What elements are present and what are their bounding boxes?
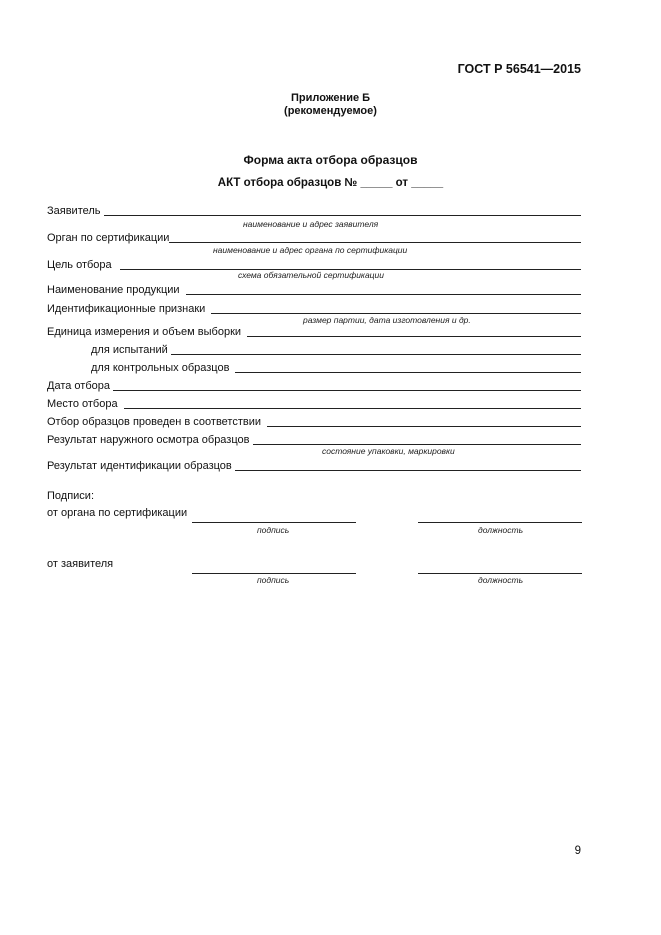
field-hint: наименование и адрес органа по сертификации [213, 245, 408, 255]
position-hint: должность [478, 575, 524, 585]
field-sampling-place [47, 397, 581, 411]
fill-line[interactable] [169, 232, 581, 243]
field-visual-inspection [47, 433, 581, 447]
field-label: Цель отбора [47, 259, 112, 271]
field-label: Результат наружного осмотра образцов [47, 434, 250, 446]
signature-line[interactable] [192, 573, 356, 574]
field-label: Единица измерения и объем выборки [47, 326, 242, 338]
field-hint: размер партии, дата изготовления и др. [303, 315, 471, 325]
field-identification-result [47, 459, 581, 473]
fill-line[interactable] [211, 303, 581, 314]
field-label: Наименование продукции [47, 284, 180, 296]
field-label: Идентификационные признаки [47, 303, 206, 315]
signature-hint: подпись [257, 575, 290, 585]
fill-line[interactable] [171, 344, 581, 355]
field-id-features [47, 302, 581, 316]
fill-line[interactable] [104, 205, 581, 216]
field-cert-body [47, 231, 581, 245]
appendix-title: Приложение Б [290, 92, 371, 104]
field-sampling-date [47, 379, 581, 393]
field-label: Орган по сертификации [47, 232, 170, 244]
field-sampling-compliance [47, 415, 581, 429]
signatures-heading: Подписи: [47, 490, 95, 502]
field-label: Дата отбора [47, 380, 110, 392]
fill-line[interactable] [267, 416, 581, 427]
position-hint: должность [478, 525, 524, 535]
appendix-subtitle: (рекомендуемое) [284, 105, 377, 117]
field-label: для испытаний [91, 344, 168, 356]
field-label: Отбор образцов проведен в соответствии [47, 416, 262, 428]
signature-line[interactable] [192, 522, 356, 523]
field-unit-volume [47, 325, 581, 339]
field-applicant [47, 204, 581, 218]
position-line[interactable] [418, 573, 582, 574]
position-line[interactable] [418, 522, 582, 523]
field-product-name [47, 283, 581, 297]
fill-line[interactable] [235, 362, 581, 373]
field-label: Заявитель [47, 205, 101, 217]
fill-line[interactable] [186, 284, 581, 295]
fill-line[interactable] [113, 380, 581, 391]
fill-line[interactable] [120, 259, 581, 270]
field-label: Место отбора [47, 398, 118, 410]
fill-line[interactable] [247, 326, 581, 337]
act-heading: АКТ отбора образцов № _____ от _____ [217, 177, 444, 189]
field-hint: схема обязательной сертификации [238, 270, 384, 280]
standard-number: ГОСТ Р 56541—2015 [457, 62, 581, 76]
form-title: Форма акта отбора образцов [243, 153, 418, 167]
field-hint: наименование и адрес заявителя [243, 219, 379, 229]
signature-hint: подпись [257, 525, 290, 535]
signature-label-applicant: от заявителя [47, 558, 114, 570]
fill-line[interactable] [124, 398, 581, 409]
fill-line[interactable] [253, 434, 582, 445]
field-for-control-samples [91, 361, 581, 375]
field-hint: состояние упаковки, маркировки [322, 446, 455, 456]
appendix-heading [0, 92, 661, 118]
fill-line[interactable] [235, 460, 581, 471]
signature-label-cert-body: от органа по сертификации [47, 507, 188, 519]
field-label: для контрольных образцов [91, 362, 230, 374]
field-for-testing [91, 343, 581, 357]
page-number: 9 [574, 845, 581, 857]
field-label: Результат идентификации образцов [47, 460, 232, 472]
